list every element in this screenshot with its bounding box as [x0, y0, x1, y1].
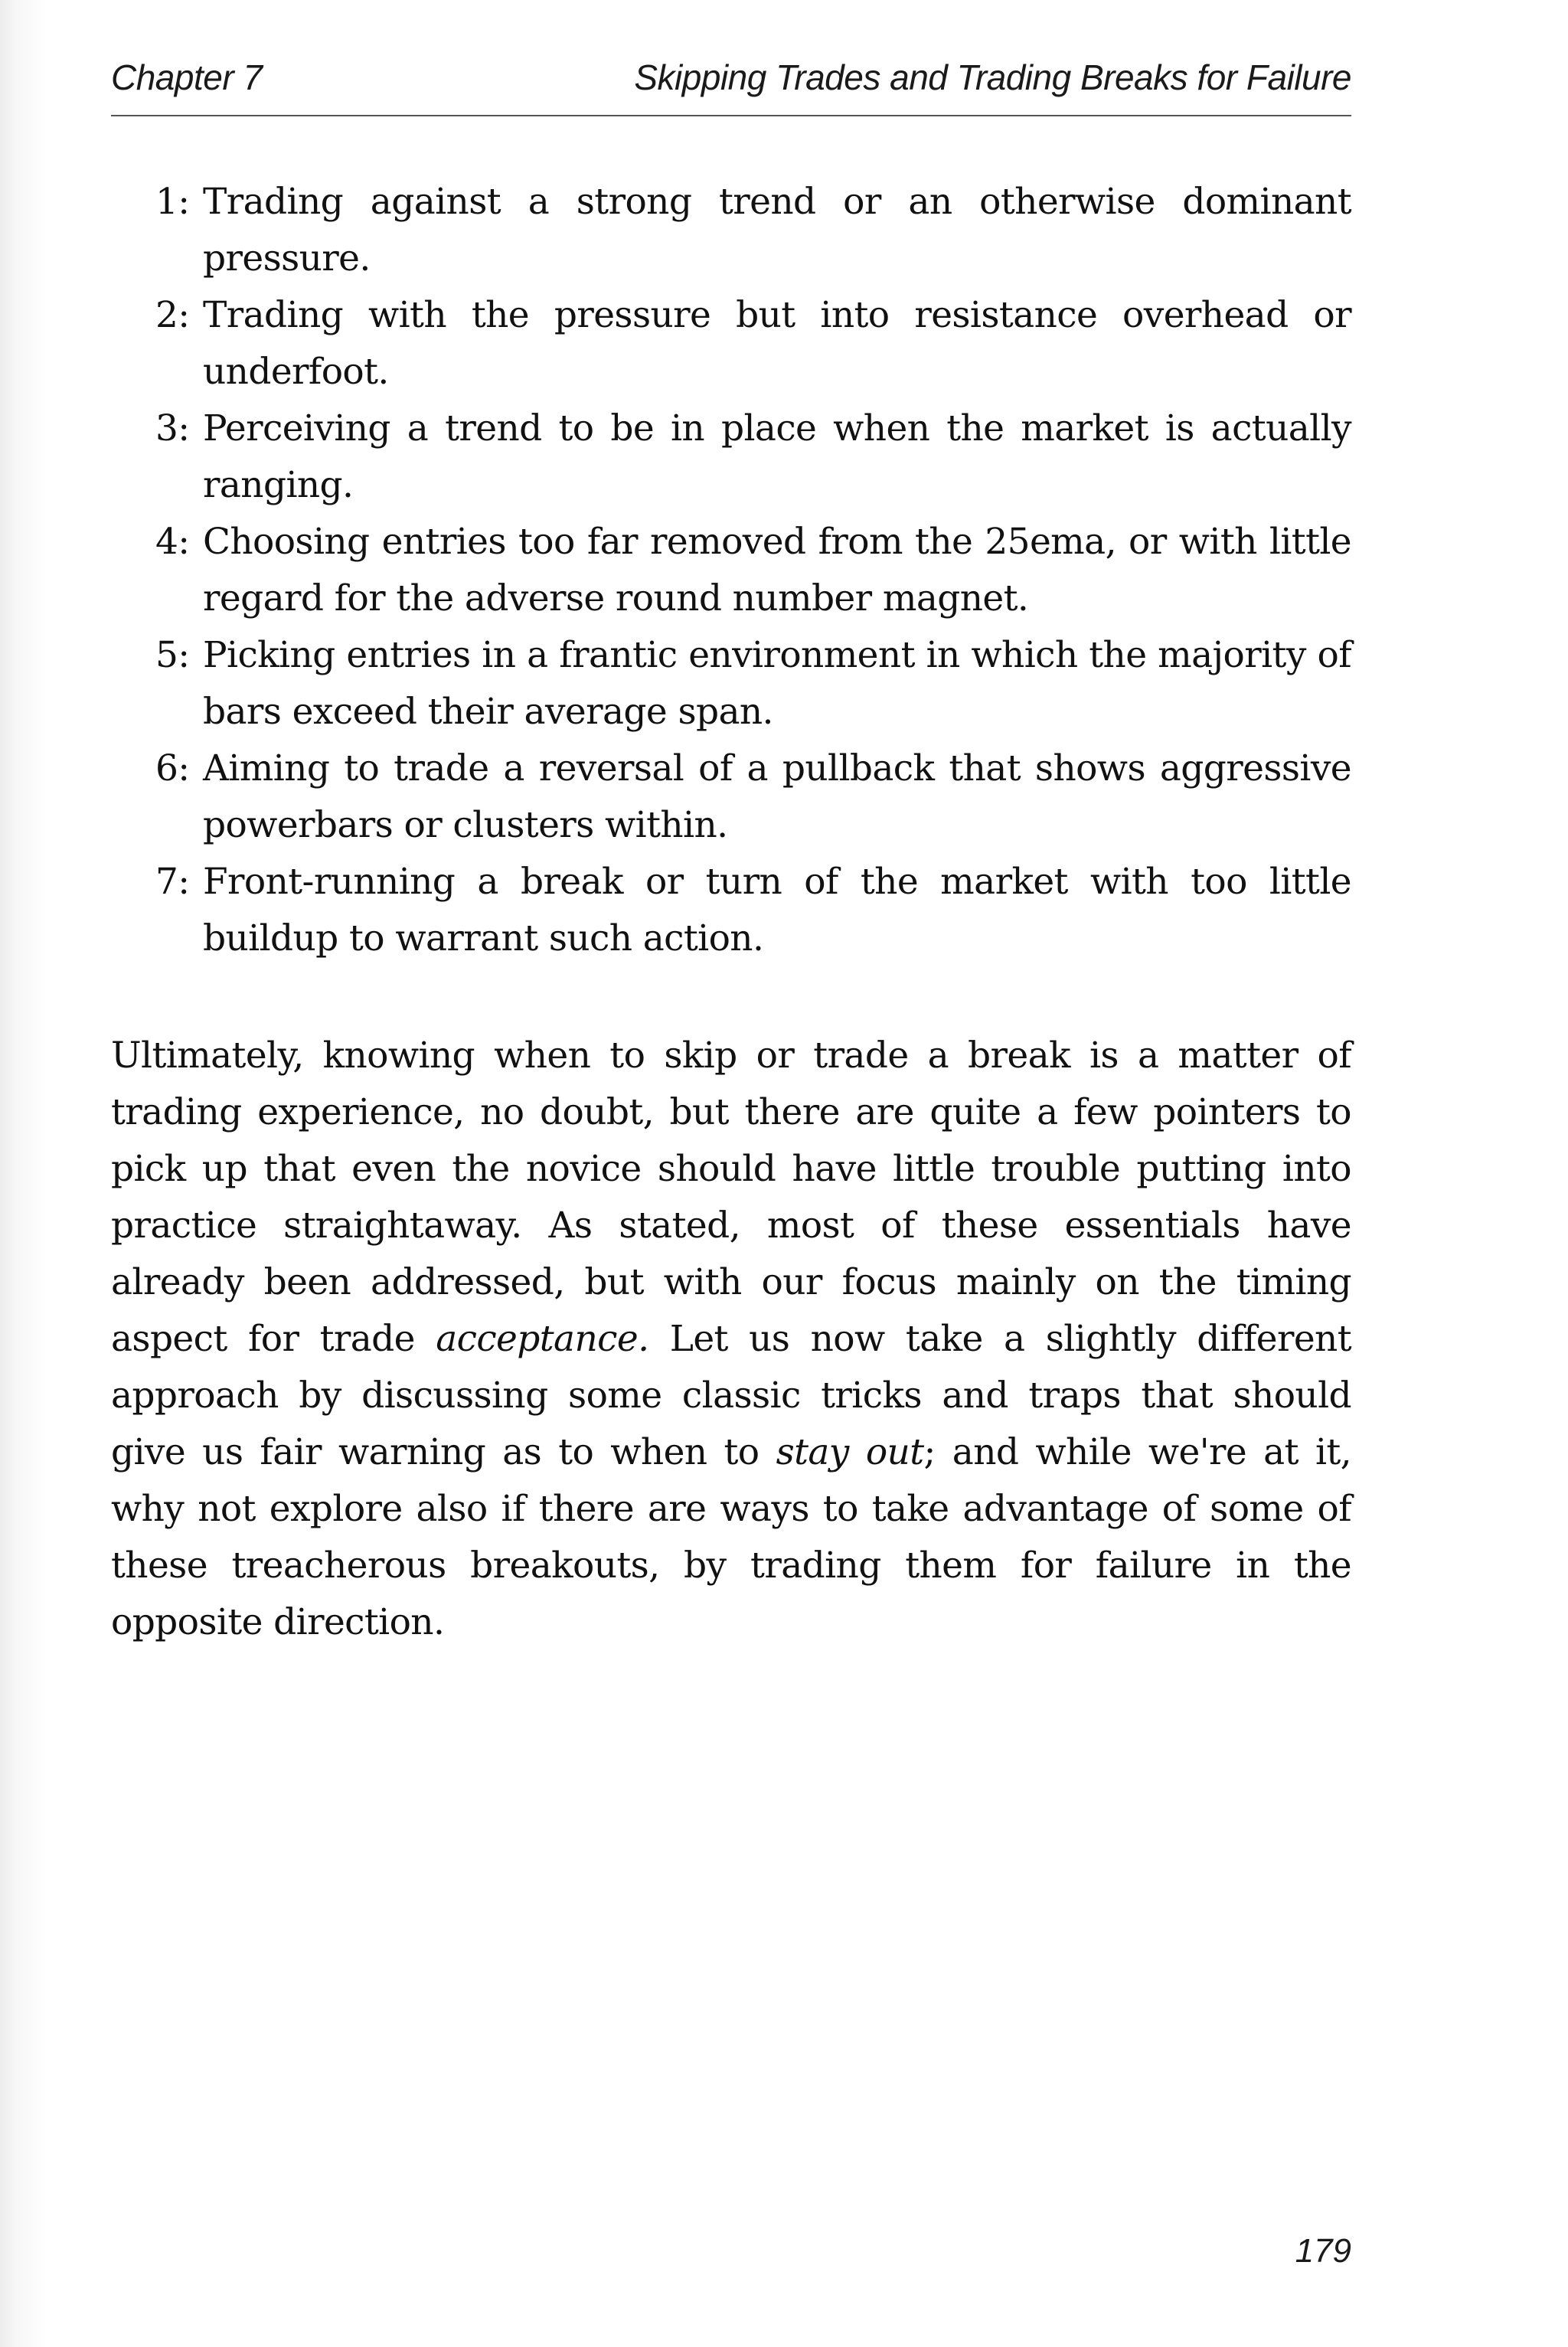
- list-item-number: 4:: [155, 521, 190, 563]
- body-paragraph: [111, 1028, 1351, 1651]
- running-title: Skipping Trades and Trading Breaks for Failure: [634, 57, 1351, 97]
- paragraph-text: ; and while we're at it, why not explore also if there are ways to take advantage of some of these treacherous breakouts, by trading them for failure in the opposite direction.: [111, 1431, 1352, 1643]
- list-item: [111, 514, 1351, 627]
- emphasis-stay-out: stay out: [776, 1431, 924, 1473]
- list-item-text: Trading with the pressure but into resistance overhead or underfoot.: [203, 294, 1351, 393]
- list-item-text: Front-running a break or turn of the market with too little buildup to warrant such action.: [203, 861, 1351, 959]
- paragraph-text: Let us now take a slightly different approach by discussing some classic tricks and traps that should give us fair warning as to when to: [111, 1318, 1351, 1473]
- chapter-label: Chapter 7: [111, 57, 263, 97]
- paragraph-text: Ultimately, knowing when to skip or trade a break is a matter of trading experience, no doubt, but there are quite a few pointers to pick up that even the novice should have little trouble putting into practice straightaway. As stated, most of these essentials have already been addressed, but with our focus mainly on the timing aspect for trade: [111, 1035, 1351, 1360]
- list-item-number: 5:: [155, 634, 190, 676]
- list-item: [111, 854, 1351, 967]
- numbered-list: [111, 174, 1351, 967]
- list-item: [111, 627, 1351, 740]
- list-item-text: Aiming to trade a reversal of a pullback that shows aggressive powerbars or clusters within.: [203, 747, 1351, 846]
- page-number: 179: [1295, 2232, 1351, 2270]
- list-item-text: Perceiving a trend to be in place when the market is actually ranging.: [203, 407, 1351, 506]
- list-item-number: 6:: [155, 747, 190, 789]
- list-item-number: 7:: [155, 861, 190, 903]
- list-item-number: 1:: [155, 181, 190, 223]
- running-header: [111, 47, 1351, 116]
- list-item: [111, 740, 1351, 854]
- list-item-number: 3:: [155, 407, 190, 449]
- list-item-text: Trading against a strong trend or an otherwise dominant pressure.: [203, 181, 1351, 279]
- list-item: [111, 174, 1351, 287]
- list-item-text: Picking entries in a frantic environment in which the majority of bars exceed their average span.: [203, 634, 1351, 733]
- list-item-number: 2:: [155, 294, 190, 336]
- list-item: [111, 287, 1351, 400]
- list-item-text: Choosing entries too far removed from the 25ema, or with little regard for the adverse round number magnet.: [203, 521, 1351, 619]
- emphasis-acceptance: acceptance.: [436, 1318, 649, 1360]
- list-item: [111, 400, 1351, 514]
